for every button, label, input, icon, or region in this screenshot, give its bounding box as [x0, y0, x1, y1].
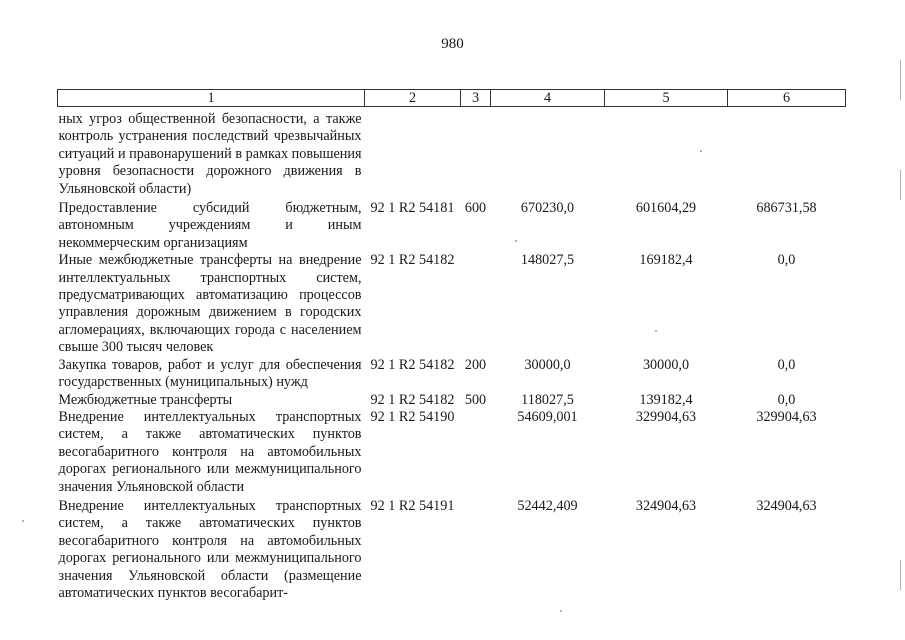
row-value-6: 0,0	[777, 356, 796, 373]
row-kind	[461, 496, 491, 602]
row-value-4: 52442,409	[517, 497, 578, 514]
scan-edge-mark	[900, 60, 901, 100]
row-value-5: 324904,63	[635, 497, 697, 514]
row-code: 92 1 R2 54182	[370, 356, 455, 373]
row-kind	[461, 409, 491, 496]
row-value-6: 329904,63	[756, 408, 817, 425]
scan-edge-mark	[900, 560, 901, 590]
row-value-5: 169182,4	[639, 252, 693, 269]
scan-speck	[515, 240, 517, 242]
row-value-6: 686731,58	[756, 200, 817, 217]
column-header: 1	[58, 90, 365, 107]
table-row	[58, 392, 846, 409]
column-header: 4	[491, 90, 605, 107]
row-value-4: 30000,0	[524, 356, 571, 373]
row-value-4: 118027,5	[521, 391, 574, 408]
row-code: 92 1 R2 54190	[370, 408, 455, 425]
row-description: ных угроз общественной безопасности, а также контроль устранения последствий чрезвычайных ситуаций и правонарушений в рамках повышения уровня безопасности дорожного движения в Ульяновской области)	[58, 111, 362, 197]
table-row	[58, 357, 846, 392]
column-header: 6	[728, 90, 846, 107]
row-value-6	[728, 107, 846, 199]
scan-speck	[22, 520, 24, 522]
row-description: Межбюджетные трансферты	[58, 391, 233, 408]
scan-speck	[560, 610, 562, 612]
row-code: 92 1 R2 54182	[370, 252, 455, 269]
table-row	[58, 107, 846, 199]
row-code	[365, 107, 461, 199]
budget-table	[57, 89, 846, 602]
row-code: 92 1 R2 54181	[370, 200, 455, 217]
row-kind	[461, 252, 491, 356]
column-header: 2	[365, 90, 461, 107]
row-value-4: 148027,5	[520, 252, 575, 269]
row-value-5: 329904,63	[635, 408, 697, 425]
row-kind: 600	[464, 200, 487, 217]
row-code: 92 1 R2 54191	[370, 497, 455, 514]
table-row	[58, 198, 846, 252]
row-description: Предоставление субсидий бюджетным, автономным учреждениям и иным некоммерческим организациям	[58, 200, 362, 251]
scan-speck	[700, 150, 702, 152]
column-header: 3	[461, 90, 491, 107]
table-row	[58, 252, 846, 356]
row-description: Закупка товаров, работ и услуг для обеспечения государственных (муниципальных) нужд	[58, 356, 362, 391]
row-kind: 200	[464, 356, 487, 373]
page-number: 980	[441, 36, 464, 52]
row-value-4: 54609,001	[517, 408, 578, 425]
row-value-6: 0,0	[777, 252, 796, 269]
row-kind: 500	[464, 391, 487, 408]
row-description: Внедрение интеллектуальных транспортных систем, а также автоматических пунктов весогабаритного контроля на автомобильных дорогах регионального или межмуниципального значения Ульяновской области (размещение автоматических пунктов весогабарит-	[58, 497, 362, 601]
row-value-5: 30000,0	[642, 356, 690, 373]
row-kind	[461, 107, 491, 199]
row-value-5: 139182,4	[639, 391, 693, 408]
column-header: 5	[605, 90, 728, 107]
header-row	[58, 90, 846, 107]
row-code: 92 1 R2 54182	[370, 391, 455, 408]
scan-edge-mark	[900, 170, 901, 200]
scan-speck	[655, 330, 657, 332]
row-value-6: 0,0	[777, 391, 796, 408]
row-value-6: 324904,63	[756, 497, 817, 514]
row-description: Внедрение интеллектуальных транспортных систем, а также автоматических пунктов весогабаритного контроля на автомобильных дорогах регионального или межмуниципального значения Ульяновской области	[58, 408, 362, 495]
table-row	[58, 496, 846, 602]
row-value-5	[605, 107, 728, 199]
row-value-4: 670230,0	[520, 200, 575, 217]
row-value-4	[491, 107, 605, 199]
row-description: Иные межбюджетные трансферты на внедрение интеллектуальных транспортных систем, предусматривающих автоматизацию процессов управления дорожным движением в городских агломерациях, включающих города с населением свыше 300 тысяч человек	[58, 252, 362, 356]
table-row	[58, 409, 846, 496]
row-value-5: 601604,29	[635, 200, 697, 217]
